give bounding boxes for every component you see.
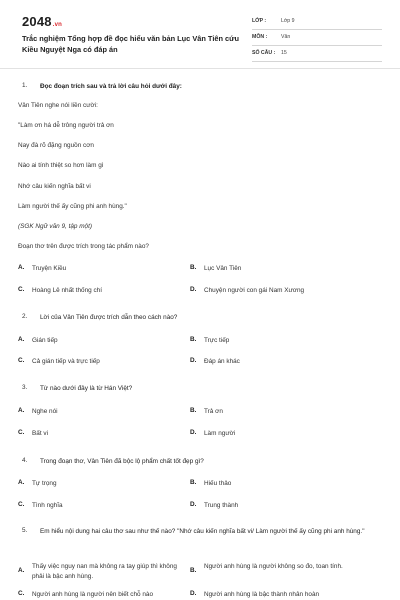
option-text: Nghe nói [32, 408, 58, 415]
header-divider [0, 68, 400, 69]
option-letter: C. [18, 590, 25, 597]
option-letter: A. [18, 336, 25, 343]
meta-value: Văn [281, 34, 291, 40]
option-letter: A. [18, 567, 25, 574]
option-text: Đáp án khác [204, 358, 240, 365]
question-number: 4. [22, 457, 28, 464]
option-text: Cả gián tiếp và trực tiếp [32, 358, 100, 365]
question-text: Lời của Vân Tiên được trích dẫn theo cách nào? [40, 314, 178, 321]
meta-row-subject [252, 30, 382, 46]
option-text: Thấy việc nguy nan mà không ra tay giúp thì không phải là bậc anh hùng. [32, 563, 177, 580]
question-text: Từ nào dưới đây là từ Hán Việt? [40, 385, 133, 392]
passage-line: Làm người thế ấy cũng phi anh hùng." [18, 203, 127, 210]
option-text: Trung thành [204, 502, 239, 509]
meta-label: SỐ CÂU : [252, 50, 276, 56]
meta-label: LỚP : [252, 18, 267, 24]
meta-value: Lớp 9 [281, 18, 295, 24]
logo-suffix: .vn [52, 22, 63, 28]
page-header [22, 14, 382, 66]
option-text: Làm người [204, 430, 236, 437]
option-letter: D. [190, 590, 197, 597]
option-text: Bất vi [32, 430, 48, 437]
option-letter: D. [190, 357, 197, 364]
option-letter: A. [18, 479, 25, 486]
option-text: Người anh hùng là bậc thành nhân hoàn [204, 591, 320, 598]
question-text: Đọc đoạn trích sau và trả lời câu hỏi dưới đây: [40, 83, 182, 90]
option-letter: B. [190, 336, 197, 343]
option-text: Chuyện người con gái Nam Xương [204, 287, 305, 294]
option-letter: C. [18, 501, 25, 508]
option-text: Trực tiếp [204, 337, 230, 344]
option-letter: A. [18, 264, 25, 271]
meta-row-count [252, 46, 382, 62]
passage-source: (SGK Ngữ văn 9, tập một) [18, 223, 93, 230]
option-letter: B. [190, 407, 197, 414]
document-title: Trắc nghiệm Tổng hợp đề đọc hiểu văn bản Lục Vân Tiên cứu Kiều Nguyệt Nga có đáp án [22, 34, 240, 54]
option-text: Hiếu thảo [204, 480, 232, 487]
passage-line: "Làm ơn há dễ trông người trả ơn [18, 122, 114, 129]
option-text: Hoàng Lê nhất thống chí [32, 287, 102, 294]
question-text: Em hiểu nội dung hai câu thơ sau như thế nào? "Nhớ câu kiến nghĩa bất vi/ Làm người thế ấy cũng phi anh hùng." [40, 528, 365, 535]
option-letter: C. [18, 429, 25, 436]
option-letter: D. [190, 501, 197, 508]
option-text: Người anh hùng là người không so đo, toan tính. [204, 563, 343, 570]
option-text: Truyện Kiều [32, 265, 67, 272]
option-letter: D. [190, 429, 197, 436]
option-text: Gián tiếp [32, 337, 58, 344]
question-number: 1. [22, 82, 28, 89]
question-number: 5. [22, 527, 28, 534]
meta-row-grade [252, 14, 382, 30]
meta-table [252, 14, 382, 62]
site-logo[interactable] [22, 14, 62, 29]
option-letter: B. [190, 567, 197, 574]
option-text: Lục Vân Tiên [204, 265, 242, 272]
option-letter: B. [190, 264, 197, 271]
option-letter: A. [18, 407, 25, 414]
meta-value: 15 [281, 50, 287, 56]
passage-line: Nào ai tính thiệt so hơn làm gì [18, 162, 104, 169]
option-text: Người anh hùng là người nên biết chỗ nào [32, 591, 154, 598]
question-text: Trong đoạn thơ, Vân Tiên đã bộc lộ phẩm chất tốt đẹp gì? [40, 458, 204, 465]
question-number: 2. [22, 313, 28, 320]
option-letter: C. [18, 286, 25, 293]
option-letter: B. [190, 479, 197, 486]
option-text: Trả ơn [204, 408, 223, 415]
option-letter: D. [190, 286, 197, 293]
question-prompt: Đoạn thơ trên được trích trong tác phẩm nào? [18, 243, 149, 250]
passage-line: Nay đà rõ đặng nguồn cơn [18, 142, 94, 149]
logo-text: 2048 [22, 14, 52, 29]
passage-line: Vân Tiên nghe nói liền cười: [18, 102, 98, 109]
passage-line: Nhớ câu kiến nghĩa bất vi [18, 183, 91, 190]
meta-label: MÔN : [252, 34, 268, 40]
option-letter: C. [18, 357, 25, 364]
option-text: Tự trọng [32, 480, 57, 487]
option-text: Tình nghĩa [32, 502, 63, 509]
question-number: 3. [22, 384, 28, 391]
